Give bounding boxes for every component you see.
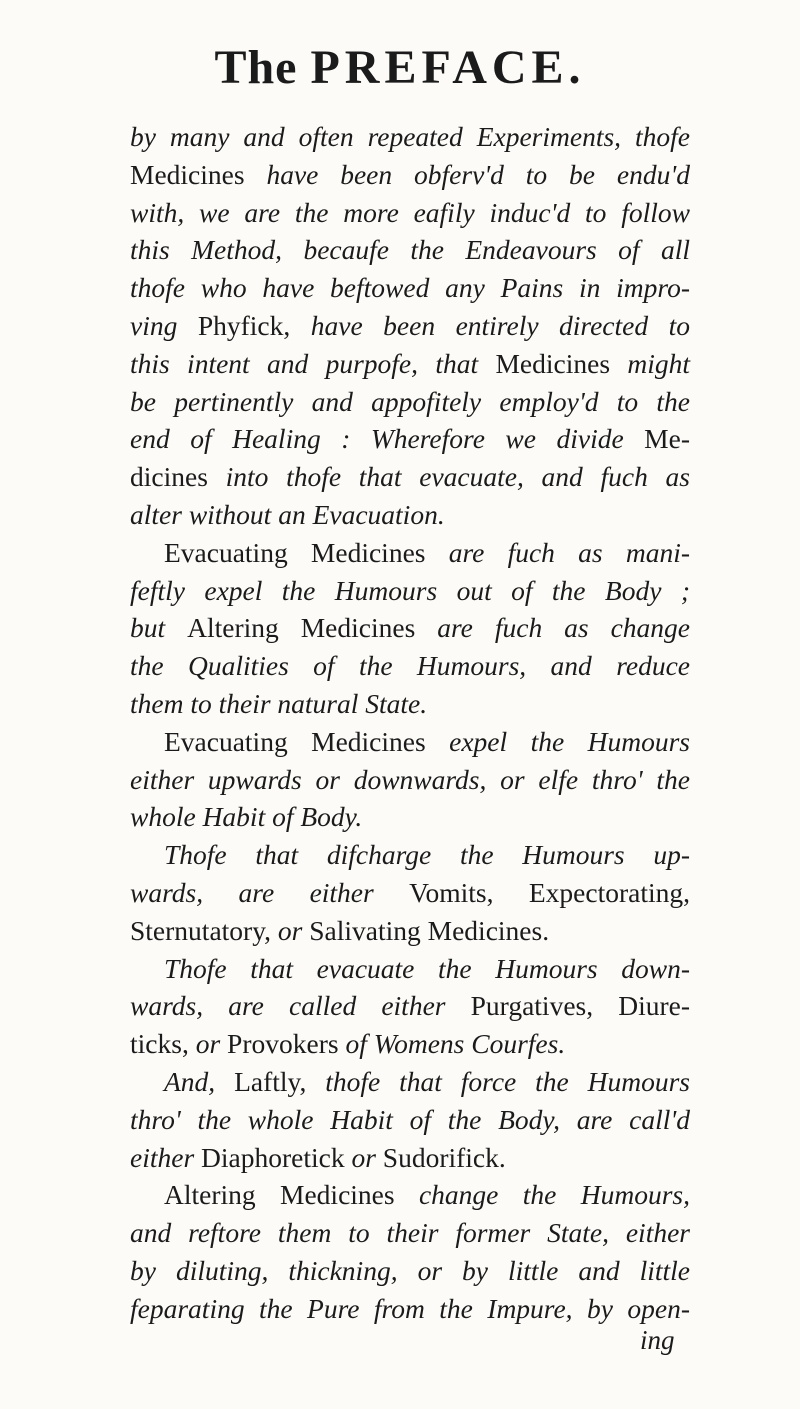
- text-segment: thofe who have beftowed any Pains in impro-: [130, 272, 690, 304]
- text-line: [130, 496, 690, 534]
- text-line: [130, 118, 690, 156]
- text-line: [130, 458, 690, 496]
- text-line: [130, 269, 690, 307]
- text-line: [130, 534, 690, 572]
- text-segment: dicines: [130, 461, 226, 493]
- text-segment: of Womens Courfes.: [345, 1028, 566, 1060]
- text-segment: but: [130, 612, 188, 644]
- text-segment: or: [195, 1028, 228, 1060]
- text-line: [130, 572, 690, 610]
- text-segment: with, we are the more eafily induc'd to follow: [130, 196, 690, 228]
- text-segment: thofe that force the Humours: [325, 1065, 690, 1097]
- text-segment: this intent and purpofe, that: [130, 347, 496, 379]
- text-line: [130, 1214, 690, 1252]
- text-line: [130, 420, 690, 458]
- text-segment: Medicines: [130, 158, 267, 190]
- text-line: [130, 345, 690, 383]
- text-segment: change the Humours,: [418, 1179, 690, 1211]
- text-segment: Diaphoretick: [201, 1141, 352, 1173]
- text-segment: have been entirely directed to: [310, 309, 690, 341]
- text-segment: Medicines: [495, 347, 628, 379]
- text-segment: the Qualities of the Humours, and reduce: [130, 650, 690, 682]
- text-segment: by many and often repeated Experiments, thofe: [130, 121, 690, 152]
- catchword: ing: [640, 1325, 675, 1355]
- text-line: [130, 950, 690, 988]
- header-the: The: [214, 41, 298, 94]
- text-segment: Purgatives, Diure-: [470, 990, 691, 1022]
- text-line: [130, 1025, 690, 1063]
- text-segment: Evacuating Medicines: [164, 536, 449, 568]
- text-segment: thro' the whole Habit of the Body, are call'd: [130, 1103, 690, 1135]
- text-segment: ticks,: [130, 1028, 196, 1060]
- text-segment: expel the Humours: [449, 725, 691, 757]
- text-segment: whole Habit of Body.: [130, 801, 363, 833]
- text-segment: into thofe that evacuate, and fuch as: [225, 461, 690, 493]
- text-line: [130, 798, 690, 836]
- text-line: [130, 685, 690, 723]
- text-line: [130, 1176, 690, 1214]
- text-segment: might: [627, 347, 690, 379]
- text-line: [130, 723, 690, 761]
- text-segment: by diluting, thickning, or by little and little: [130, 1254, 690, 1286]
- text-segment: wards, are called either: [130, 990, 471, 1022]
- text-line: [130, 609, 690, 647]
- header-preface: PREFACE.: [310, 41, 586, 94]
- text-segment: this Method, becaufe the Endeavours of all: [130, 234, 690, 266]
- text-segment: Thofe that evacuate the Humours down-: [164, 952, 690, 984]
- text-segment: either upwards or downwards, or elfe thro' the: [130, 763, 690, 795]
- text-segment: are fuch as change: [437, 612, 690, 644]
- text-segment: ving: [130, 309, 198, 341]
- text-segment: Thofe that difcharge the Humours up-: [164, 839, 690, 871]
- text-line: [130, 156, 690, 194]
- text-line: [130, 987, 690, 1025]
- text-segment: Me-: [644, 423, 690, 455]
- text-segment: Evacuating Medicines: [164, 725, 450, 757]
- text-segment: or: [351, 1141, 383, 1173]
- text-segment: be pertinently and appofitely employ'd to the: [130, 385, 690, 417]
- text-line: [130, 1063, 690, 1101]
- text-segment: or: [277, 914, 310, 946]
- text-segment: Vomits, Expectorating,: [409, 876, 690, 908]
- page-header: [0, 40, 800, 95]
- text-line: [130, 647, 690, 685]
- text-segment: and reftore them to their former State, either: [130, 1217, 690, 1249]
- text-line: [130, 836, 690, 874]
- body-text: [130, 118, 690, 1328]
- text-segment: them to their natural State.: [130, 687, 428, 719]
- text-segment: Sternutatory,: [130, 914, 278, 946]
- text-segment: end of Healing : Wherefore we divide: [130, 423, 645, 455]
- text-line: [130, 1101, 690, 1139]
- text-segment: feparating the Pure from the Impure, by open-: [130, 1292, 690, 1324]
- text-segment: feftly expel the Humours out of the Body ;: [130, 574, 690, 606]
- text-segment: Provokers: [227, 1028, 346, 1060]
- text-line: [130, 307, 690, 345]
- text-line: [130, 1139, 690, 1177]
- text-segment: have been obferv'd to be endu'd: [266, 158, 690, 190]
- text-line: [130, 874, 690, 912]
- text-line: [130, 912, 690, 950]
- text-segment: are fuch as mani-: [448, 536, 691, 568]
- text-line: [130, 194, 690, 232]
- text-segment: Salivating Medicines.: [309, 914, 550, 946]
- text-segment: Phyfick,: [197, 309, 311, 341]
- text-line: [130, 231, 690, 269]
- text-segment: And,: [164, 1065, 235, 1097]
- text-segment: Laftly,: [234, 1065, 326, 1097]
- text-line: [130, 383, 690, 421]
- text-line: [130, 761, 690, 799]
- text-line: [130, 1252, 690, 1290]
- text-segment: wards, are either: [130, 876, 410, 908]
- text-segment: Altering Medicines: [187, 612, 438, 644]
- text-segment: either: [130, 1141, 202, 1173]
- text-line: [130, 1290, 690, 1328]
- text-segment: alter without an Evacuation.: [130, 498, 445, 530]
- text-segment: Altering Medicines: [164, 1179, 419, 1211]
- text-segment: Sudorifick.: [382, 1141, 506, 1173]
